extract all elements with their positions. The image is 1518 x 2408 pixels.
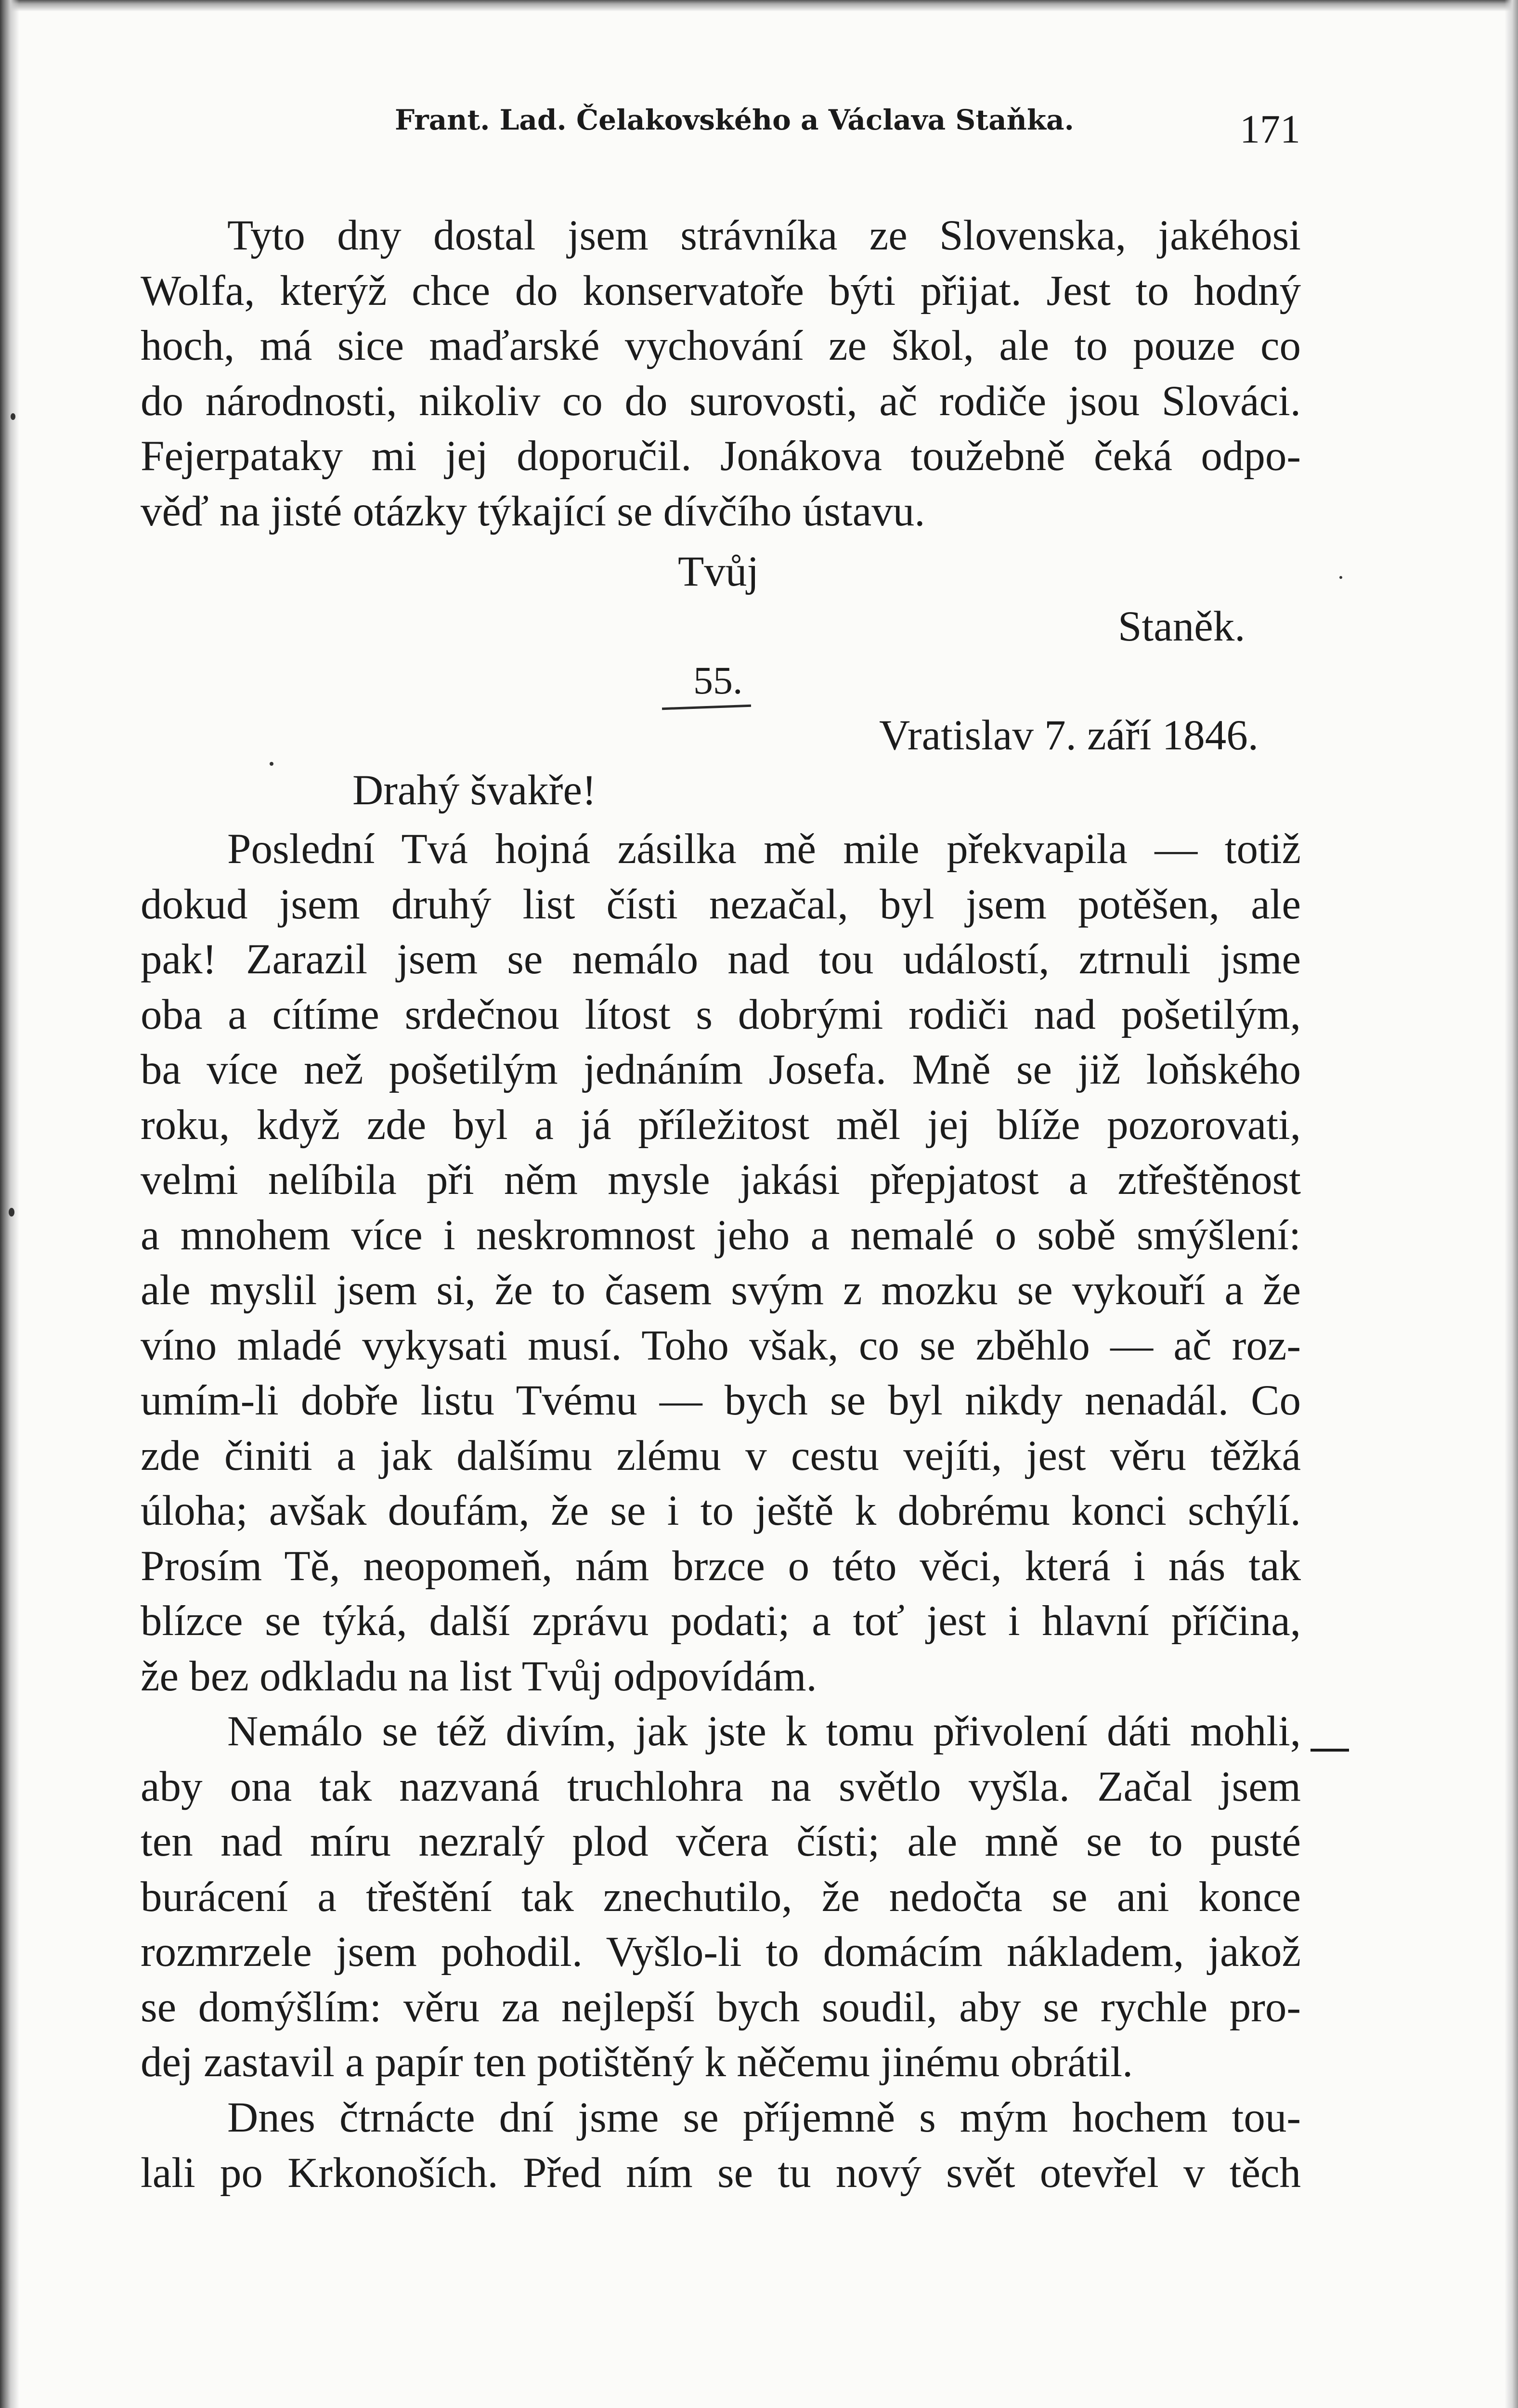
text-line: že bez odkladu na list Tvůj odpovídám. bbox=[141, 1652, 817, 1700]
text-line: ten nad míru nezralý plod včera čísti; ale mně se to pusté bbox=[141, 1818, 1301, 1865]
text-line: aby ona tak nazvaná truchlohra na světlo vyšla. Začal jsem bbox=[141, 1763, 1301, 1810]
text-line: Nemálo se též divím, jak jste k tomu přivolení dáti mohli, bbox=[227, 1708, 1301, 1755]
letter55-paragraph-1 bbox=[141, 822, 1301, 1704]
signature: Staněk. bbox=[1118, 603, 1246, 650]
closing-word: Tvůj bbox=[678, 548, 759, 595]
salutation: Drahý švakře! bbox=[352, 767, 597, 814]
text-line: a mnohem více i neskromnost jeho a nemalé o sobě smýšlení: bbox=[141, 1211, 1301, 1259]
letter55-paragraph-3 bbox=[141, 2090, 1301, 2200]
letter-number-underline bbox=[662, 705, 751, 710]
page-edge-top bbox=[0, 0, 1518, 12]
text-line: blízce se týká, další zprávu podati; a toť jest i hlavní příčina, bbox=[141, 1597, 1301, 1645]
page-edge-right bbox=[1505, 0, 1518, 2408]
text-line: dej zastavil a papír ten potištěný k něčemu jinému obrátil. bbox=[141, 2039, 1133, 2086]
text-line: se domýšlím: věru za nejlepší bych soudil, aby se rychle pro- bbox=[141, 1983, 1301, 2031]
text-line: věď na jisté otázky týkající se dívčího ústavu. bbox=[141, 487, 925, 535]
text-line: hoch, má sice maďarské vychování ze škol, ale to pouze co bbox=[141, 322, 1301, 369]
text-line: umím-li dobře listu Tvému — bych se byl nikdy nenadál. Co bbox=[141, 1377, 1301, 1424]
text-line: ale myslil jsem si, že to časem svým z mozku se vykouří a že bbox=[141, 1267, 1301, 1314]
dateline: Vratislav 7. září 1846. bbox=[879, 712, 1259, 759]
text-line: Fejerpataky mi jej doporučil. Jonákova toužebně čeká odpo- bbox=[141, 432, 1301, 480]
letter54-closing-paragraph bbox=[141, 208, 1301, 539]
text-line: zde činiti a jak dalšímu zlému v cestu vejíti, jest věru těžká bbox=[141, 1432, 1301, 1479]
text-line: burácení a třeštění tak znechutilo, že nedočta se ani konce bbox=[141, 1873, 1301, 1921]
margin-dash bbox=[1310, 1749, 1349, 1752]
scan-speck bbox=[9, 1208, 14, 1217]
text-line: Poslední Tvá hojná zásilka mě mile překvapila — totiž bbox=[227, 825, 1301, 873]
text-line: víno mladé vykysati musí. Toho však, co se zběhlo — ač roz- bbox=[141, 1322, 1301, 1369]
scan-speck bbox=[1339, 576, 1342, 579]
text-line: oba a cítíme srdečnou lítost s dobrými rodiči nad pošetilým, bbox=[141, 991, 1301, 1038]
text-line: rozmrzele jsem pohodil. Vyšlo-li to domácím nákladem, jakož bbox=[141, 1928, 1301, 1976]
text-line: dokud jsem druhý list čísti nezačal, byl jsem potěšen, ale bbox=[141, 880, 1301, 928]
text-line: Tyto dny dostal jsem strávníka ze Slovenska, jakéhosi bbox=[227, 212, 1301, 259]
scan-speck bbox=[11, 413, 15, 420]
running-title: Frant. Lad. Čelakovského a Václava Staňka. bbox=[395, 104, 1074, 136]
text-line: úloha; avšak doufám, že se i to ještě k dobrému konci schýlí. bbox=[141, 1487, 1301, 1534]
scan-speck bbox=[270, 762, 273, 766]
text-line: Dnes čtrnácte dní jsme se příjemně s mým hochem tou- bbox=[227, 2094, 1301, 2141]
page-number: 171 bbox=[1240, 107, 1300, 152]
text-line: ba více než pošetilým jednáním Josefa. Mně se již loňského bbox=[141, 1046, 1301, 1093]
text-line: roku, když zde byl a já příležitost měl jej blíže pozorovati, bbox=[141, 1101, 1301, 1149]
text-line: do národnosti, nikoliv co do surovosti, ač rodiče jsou Slováci. bbox=[141, 377, 1301, 425]
text-line: Wolfa, kterýž chce do konservatoře býti přijat. Jest to hodný bbox=[141, 267, 1301, 314]
letter55-paragraph-2 bbox=[141, 1704, 1301, 2090]
text-line: velmi nelíbila při něm mysle jakási přepjatost a ztřeštěnost bbox=[141, 1156, 1301, 1204]
text-line: lali po Krkonoších. Před ním se tu nový svět otevřel v těch bbox=[141, 2149, 1301, 2197]
page-edge-left bbox=[0, 0, 19, 2408]
text-line: pak! Zarazil jsem se nemálo nad tou událostí, ztrnuli jsme bbox=[141, 936, 1301, 983]
text-line: Prosím Tě, neopomeň, nám brzce o této věci, která i nás tak bbox=[141, 1542, 1301, 1590]
letter-number: 55. bbox=[693, 658, 743, 702]
